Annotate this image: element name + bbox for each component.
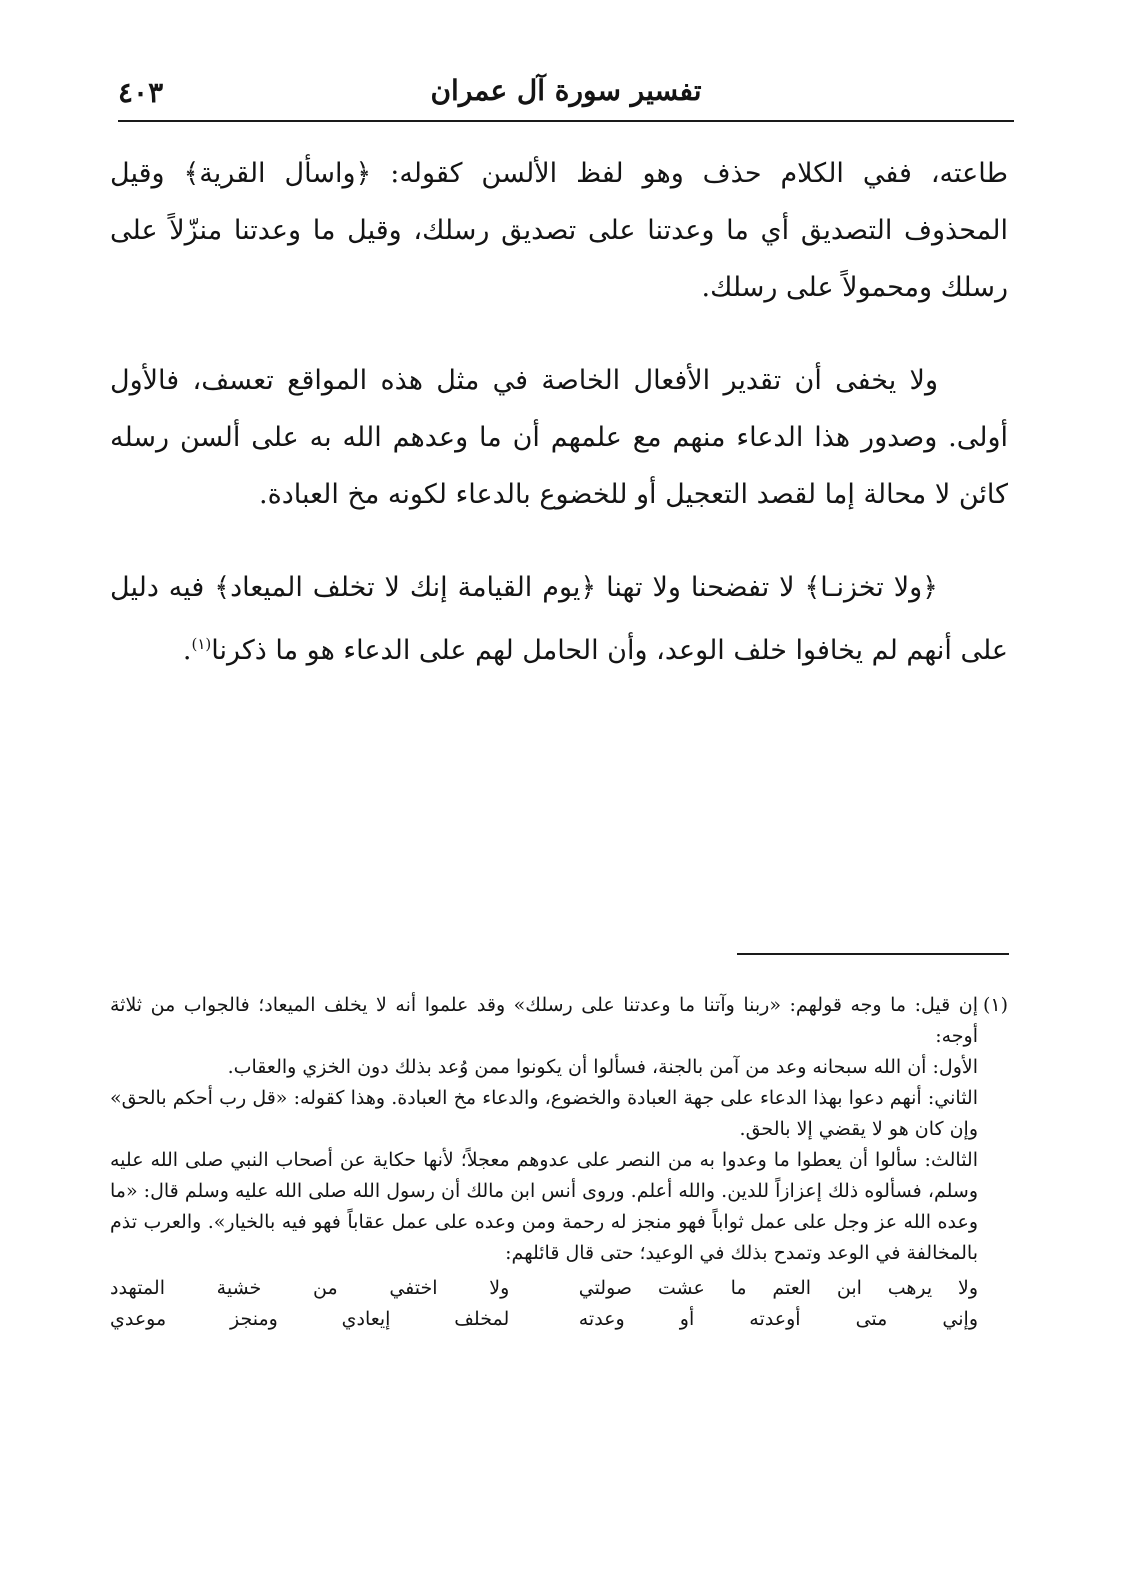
poem bbox=[110, 1273, 1008, 1335]
paragraph-text: ﴿ولا تخزنـا﴾ لا تفضحنا ولا تهنا ﴿يوم القيامة إنك لا تخلف الميعاد﴾ فيه دليل على أنهم لم يخافوا خلف الوعد، وأن الحامل لهم على الدعاء هو ما ذكرنا bbox=[110, 572, 1008, 666]
paragraph bbox=[110, 559, 1008, 679]
footnote-intro bbox=[110, 990, 1008, 1052]
poem-verse bbox=[110, 1304, 978, 1335]
paragraph: ولا يخفى أن تقدير الأفعال الخاصة في مثل هذه المواقع تعسف، فالأول أولى. وصدور هذا الدعاء منهم مع علمهم أن ما وعدهم الله به على ألسن رسله كائن لا محالة إما لقصد التعجيل أو للخضوع بالدعاء لكونه مخ العبادة. bbox=[110, 365, 1008, 510]
footnote-point: الثاني: أنهم دعوا بهذا الدعاء على جهة العبادة والخضوع، والدعاء مخ العبادة. وهذا كقوله: «قل رب أحكم بالحق» وإن كان هو لا يقضي إلا بالحق. bbox=[110, 1087, 978, 1140]
footnotes bbox=[110, 990, 1008, 1335]
footnote-number: (١) bbox=[982, 994, 1008, 1016]
footnote-separator bbox=[737, 953, 1009, 955]
poem-hemistich: وإني متى أوعدته أو وعدته bbox=[578, 1308, 978, 1330]
main-text bbox=[110, 145, 1008, 715]
footnote-intro-text: إن قيل: ما وجه قولهم: «ربنا وآتنا ما وعدتنا على رسلك» وقد علموا أنه لا يخلف الميعاد؛ فالجواب من ثلاثة أوجه: bbox=[110, 994, 978, 1047]
page-header bbox=[118, 70, 1014, 122]
footnote-point: الثالث: سألوا أن يعطوا ما وعدوا به من النصر على عدوهم معجلاً؛ لأنها حكاية عن أصحاب النبي صلى الله عليه وسلم، فسألوه ذلك إعزازاً للدين. والله أعلم. وروى أنس ابن مالك أن رسول الله صلى الله عليه وسلم قال: «ما وعده الله عز وجل على عمل ثواباً فهو منجز له رحمة ومن وعده على عمل عقاباً فهو فيه بالخيار». والعرب تذم بالمخالفة في الوعد وتمدح بذلك في الوعيد؛ حتى قال قائلهم: bbox=[110, 1149, 978, 1264]
end-punctuation: . bbox=[182, 635, 192, 666]
poem-hemistich: ولا اختفي من خشية المتهدد bbox=[110, 1277, 510, 1299]
footnote-point: الأول: أن الله سبحانه وعد من آمن بالجنة، فسألوا أن يكونوا ممن وُعد بذلك دون الخزي والعقاب. bbox=[227, 1056, 978, 1078]
page-number: ٤٠٣ bbox=[118, 76, 164, 109]
paragraph: طاعته، ففي الكلام حذف وهو لفظ الألسن كقوله: ﴿واسأل القرية﴾ وقيل المحذوف التصديق أي ما وعدتنا على تصديق رسلك، وقيل ما وعدتنا منزّلاً على رسلك ومحمولاً على رسلك. bbox=[110, 158, 1008, 303]
footnote-reference: (١) bbox=[191, 635, 212, 653]
header-rule bbox=[118, 120, 1014, 122]
poem-verse bbox=[110, 1273, 978, 1304]
poem-hemistich: لمخلف إيعادي ومنجز موعدي bbox=[110, 1308, 510, 1330]
running-title: تفسير سورة آل عمران bbox=[430, 74, 702, 107]
poem-hemistich: ولا يرهب ابن العتم ما عشت صولتي bbox=[578, 1277, 978, 1299]
